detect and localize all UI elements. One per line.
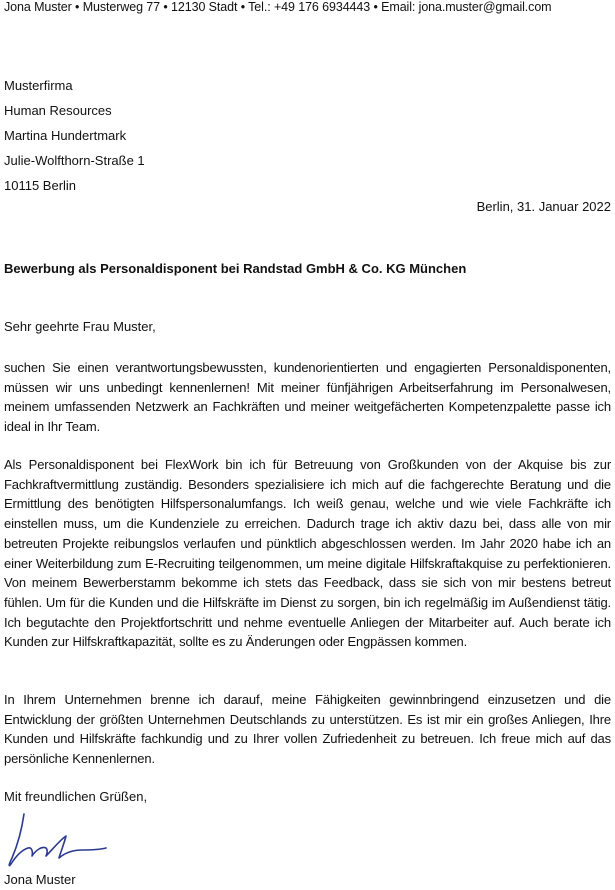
recipient-department: Human Resources [4, 103, 112, 118]
sender-contact-line: Jona Muster • Musterweg 77 • 12130 Stadt • Tel.: +49 176 6934443 • Email: jona.muster@gmail.com [4, 0, 552, 14]
body-paragraph-intro: suchen Sie einen verantwortungsbewussten, kundenorientierten und engagierten Personaldisponenten, müssen wir uns unbedingt kennenlernen! Mit meiner fünfjährigen Arbeitserfahrung im Personalwesen, meinem umfassenden Netzwerk an Fachkräften und meiner weitgefächerten Kompetenzpalette passe ich ideal in Ihr Team. [4, 360, 611, 435]
body-paragraph-experience: Als Personaldisponent bei FlexWork bin ich für Betreuung von Großkunden von der Akquise bis zur Fachkraftvermittlung zuständig. Besonders spezialisiere ich mich auf die fachgerechte Beratung und die Ermittlung des benötigten Hilfspersonalumfangs. Ich weiß genau, welche und wie viele Fachkräfte ich einstellen muss, um die Kundenziele zu erreichen. Dadurch trage ich aktiv dazu bei, dass alle von mir betreuten Projekte reibungslos verlaufen und pünktlich abgeschlossen werden. Im Jahr 2020 habe ich an einer Weiterbildung zum E-Recruiting teilgenommen, um meine digitale Hilfskraftakquise zu perfektionieren. Von meinem Bewerberstamm bekomme ich stets das Feedback, dass sie sich von mir bestens betreut fühlen. Um für die Kunden und die Hilfskräfte im Dienst zu sorgen, bin ich regelmäßig im Außendienst tätig. Ich begutachte den Projektfortschritt und nehme eventuelle Anliegen der Mitarbeiter auf. Auch berate ich Kunden zur Hilfskraftkapazität, sollte es zu Änderungen oder Engpässen kommen. [4, 457, 611, 650]
letter-salutation: Sehr geehrte Frau Muster, [4, 319, 156, 334]
handwritten-signature [2, 806, 114, 876]
signer-name: Jona Muster [4, 872, 76, 887]
letter-closing: Mit freundlichen Grüßen, [4, 789, 148, 804]
recipient-city: 10115 Berlin [4, 178, 77, 193]
recipient-street: Julie-Wolfthorn-Straße 1 [4, 153, 145, 168]
recipient-company: Musterfirma [4, 78, 73, 93]
letter-subject: Bewerbung als Personaldisponent bei Randstad GmbH & Co. KG München [4, 261, 467, 276]
recipient-address-block [4, 73, 145, 198]
letter-date: Berlin, 31. Januar 2022 [476, 199, 611, 214]
recipient-contact: Martina Hundertmark [4, 128, 127, 143]
body-paragraph-motivation: In Ihrem Unternehmen brenne ich darauf, meine Fähigkeiten gewinnbringend einzusetzen und die Entwicklung der größten Unternehmen Deutschlands zu unterstützen. Es ist mir ein großes Anliegen, Ihre Kunden und Hilfskräfte fachkundig und zu Ihrer vollen Zufriedenheit zu betreuen. Ich freue mich auf das persönliche Kennenlernen. [4, 692, 611, 767]
